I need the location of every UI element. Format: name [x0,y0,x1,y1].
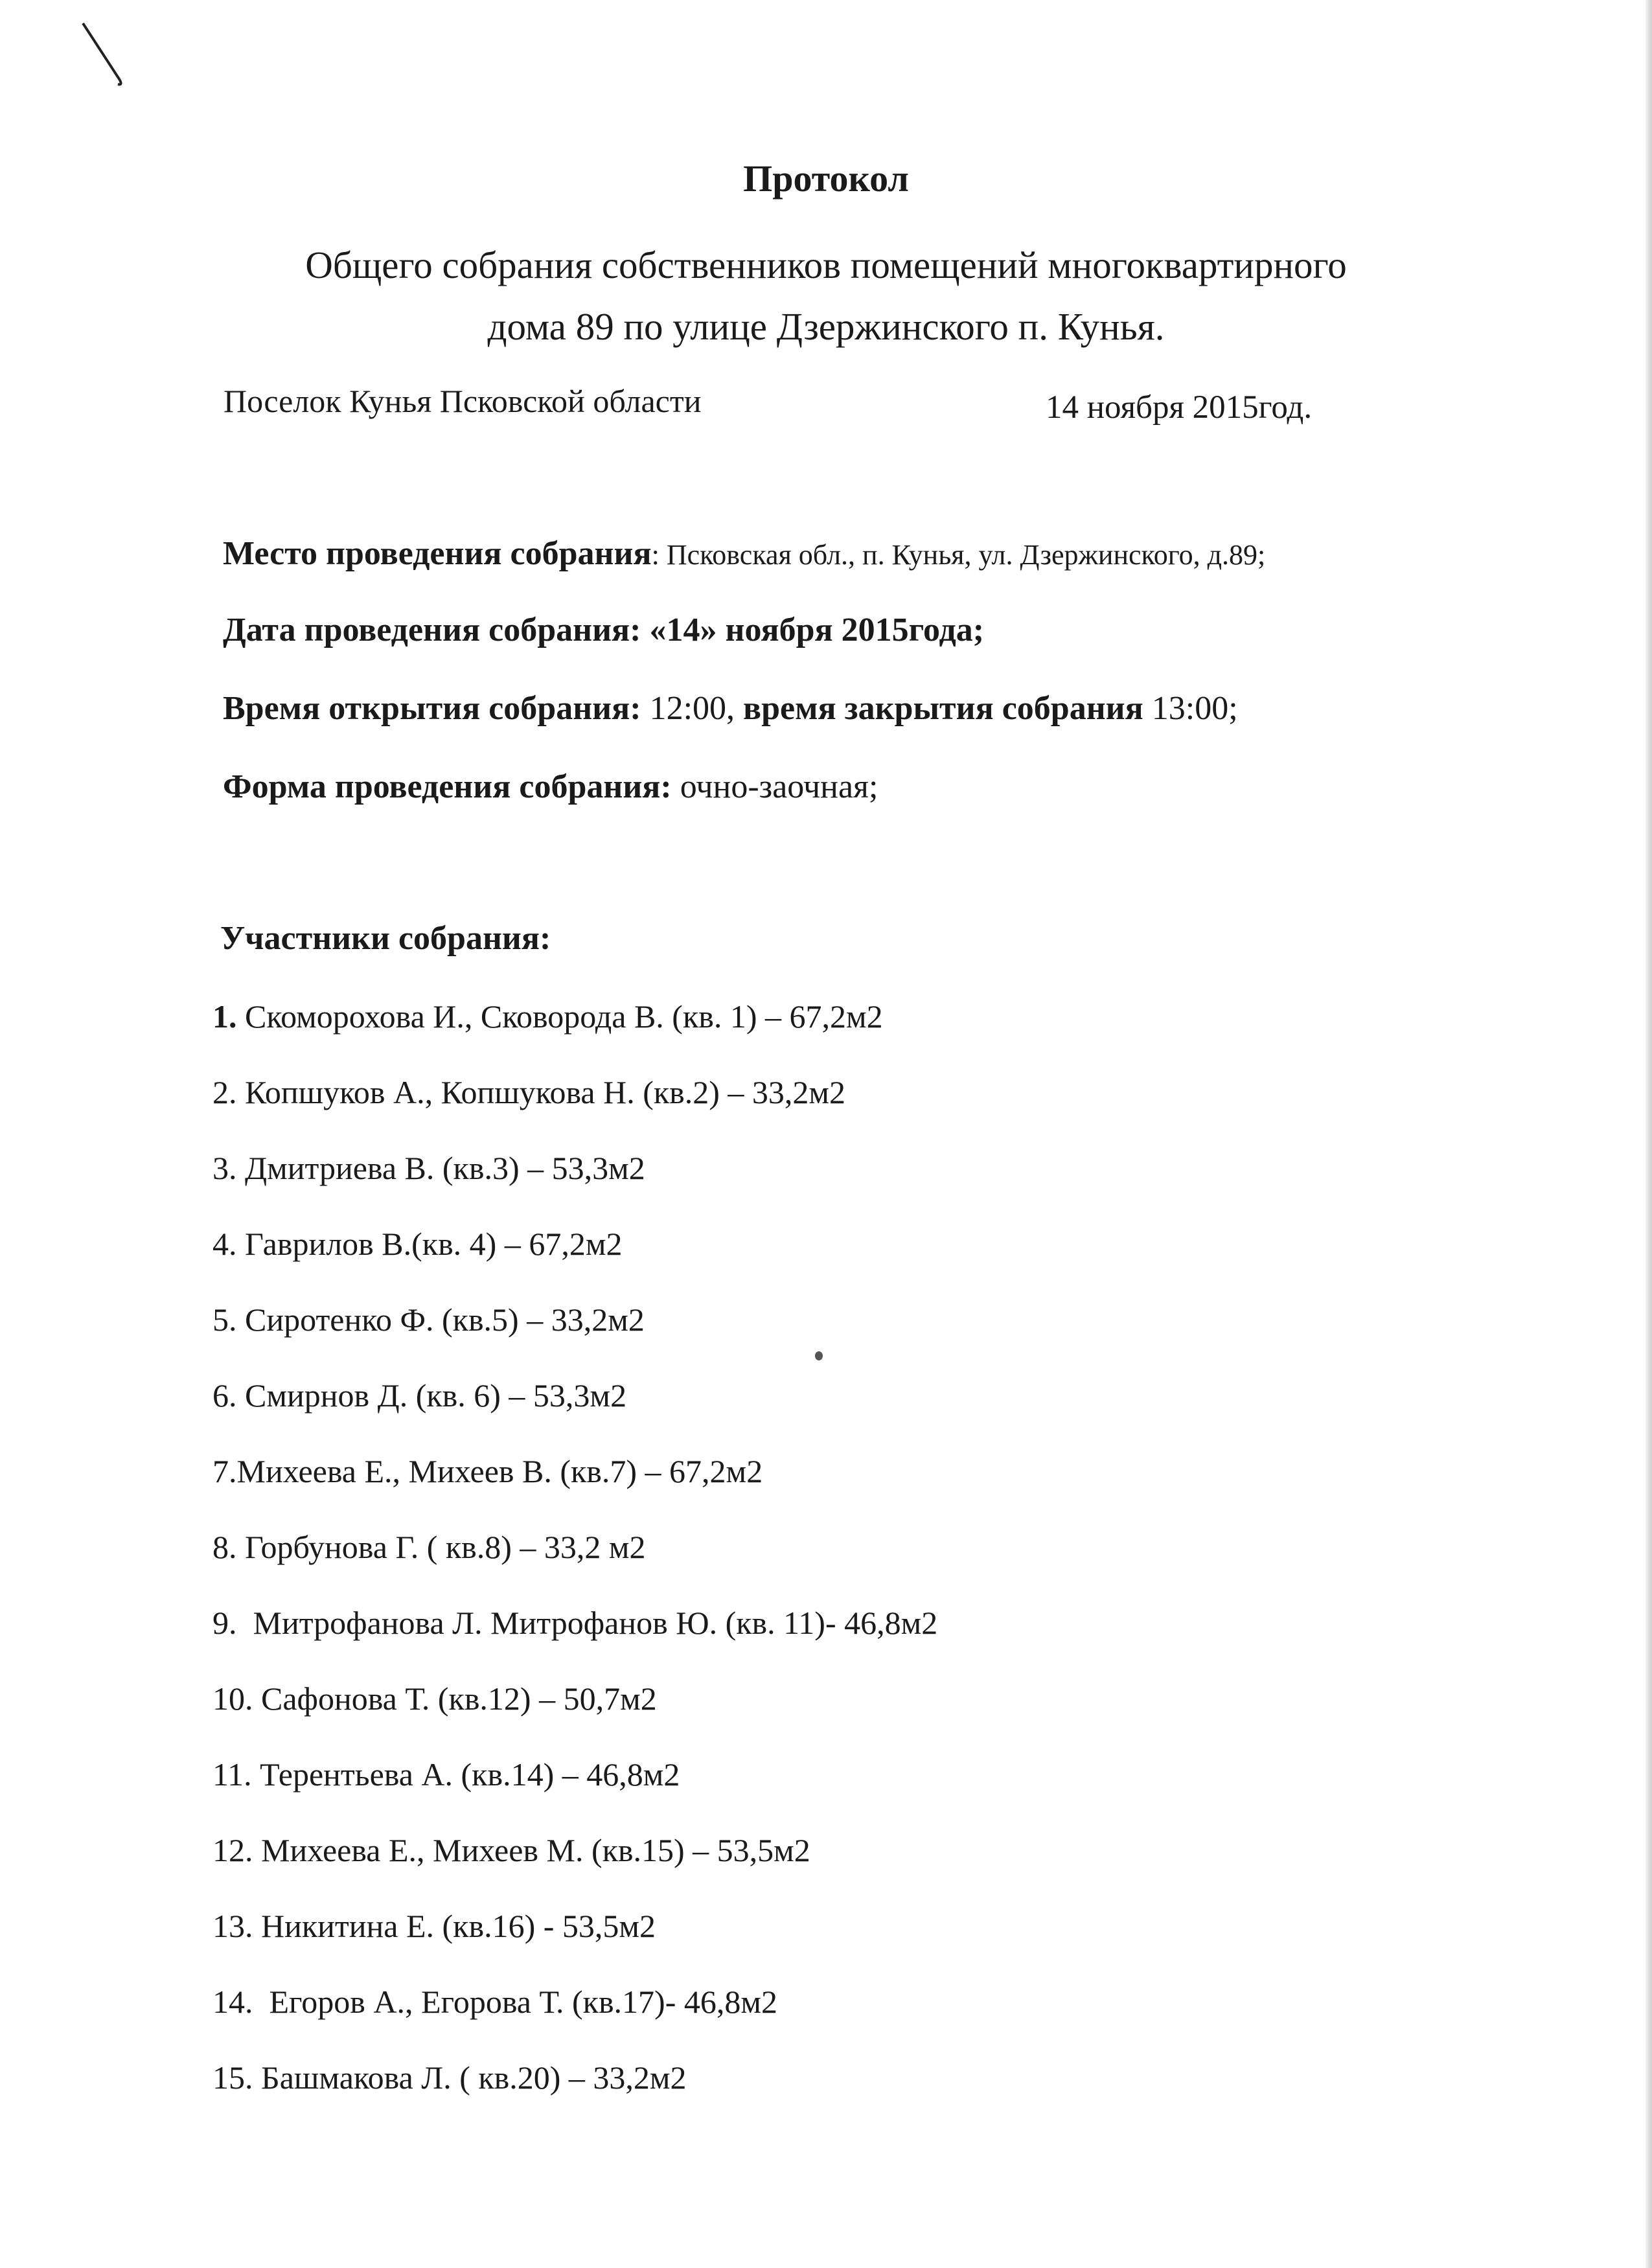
participant-item [212,1225,622,1263]
open-time-value: 12:00, [641,690,744,727]
participant-text: Терентьева А. (кв.14) – 46,8м2 [251,1756,680,1793]
participant-number: 12. [212,1832,253,1868]
participant-text: Башмакова Л. ( кв.20) – 33,2м2 [253,2059,687,2096]
meeting-form-value: очно-заочная; [671,768,878,805]
participant-number: 8. [212,1529,237,1565]
close-time-value: 13:00; [1143,690,1238,727]
participant-item [212,1907,656,1945]
participant-text: Смирнов Д. (кв. 6) – 53,3м2 [236,1377,627,1414]
participant-text: Горбунова Г. ( кв.8) – 33,2 м2 [236,1529,646,1565]
participant-number: 2. [212,1074,237,1110]
participant-item [212,2059,687,2096]
participant-item [212,1604,937,1642]
scan-speck [815,1351,823,1360]
participant-item [212,1149,645,1187]
participant-text: Сиротенко Ф. (кв.5) – 33,2м2 [236,1301,645,1338]
staple-mark-icon [78,19,130,91]
participant-item [212,1528,646,1566]
participant-number: 15. [212,2059,253,2096]
participant-item [212,1301,645,1338]
document-subtitle-line1: Общего собрания собственников помещений многоквартирного [305,244,1347,286]
participant-number: 11. [212,1756,252,1793]
meeting-place-field [223,534,1265,573]
participant-item [212,1452,763,1490]
participant-item [212,1073,845,1111]
participant-number: 9. [212,1605,237,1641]
participant-text: Митрофанова Л. Митрофанов Ю. (кв. 11)- 46,8м2 [236,1605,938,1641]
participant-text: Никитина Е. (кв.16) - 53,5м2 [253,1908,656,1944]
participant-number: 13. [212,1908,253,1944]
meeting-place-label: Место проведения собрания [223,535,652,572]
participant-number: 14. [212,1984,253,2020]
participant-item [212,1377,626,1414]
participant-text: Дмитриева В. (кв.3) – 53,3м2 [236,1150,645,1186]
participant-number: 5. [212,1301,237,1338]
participant-text: Сафонова Т. (кв.12) – 50,7м2 [253,1680,657,1717]
participant-text: Скоморохова И., Сковорода В. (кв. 1) – 67,2м2 [236,998,883,1035]
document-title: Протокол [743,157,909,200]
participant-number: 10. [212,1680,253,1717]
participant-text: Гаврилов В.(кв. 4) – 67,2м2 [236,1226,623,1262]
participant-number: 7. [212,1453,237,1489]
open-time-label: Время открытия собрания: [223,690,641,727]
meeting-date-field: Дата проведения собрания: «14» ноября 2015года; [223,612,985,648]
close-time-label: время закрытия собрания [743,690,1143,727]
document-subtitle-line2: дома 89 по улице Дзержинского п. Кунья. [487,305,1165,348]
meeting-time-field [223,689,1238,727]
participant-item [212,1983,777,2021]
participants-heading: Участники собрания: [220,920,551,957]
participant-item [212,1756,680,1793]
participant-number: 4. [212,1226,237,1262]
participant-number: 6. [212,1377,237,1414]
participant-number: 1. [212,998,237,1035]
meeting-place-value: : Псковская обл., п. Кунья, ул. Дзержинского, д.89; [651,539,1266,571]
participant-number: 3. [212,1150,237,1186]
date-line: 14 ноября 2015год. [1046,389,1313,426]
participant-item [212,998,883,1035]
participant-item [212,1680,657,1717]
place-line: Поселок Кунья Псковской области [224,383,702,419]
participant-text: Егоров А., Егорова Т. (кв.17)- 46,8м2 [253,1984,777,2020]
participant-text: Михеева Е., Михеев М. (кв.15) – 53,5м2 [253,1832,810,1868]
participant-item [212,1831,810,1869]
meeting-form-label: Форма проведения собрания: [223,768,672,805]
participant-text: Михеева Е., Михеев В. (кв.7) – 67,2м2 [236,1453,763,1489]
participant-text: Копшуков А., Копшукова Н. (кв.2) – 33,2м2 [236,1074,846,1110]
meeting-form-field [223,768,878,806]
